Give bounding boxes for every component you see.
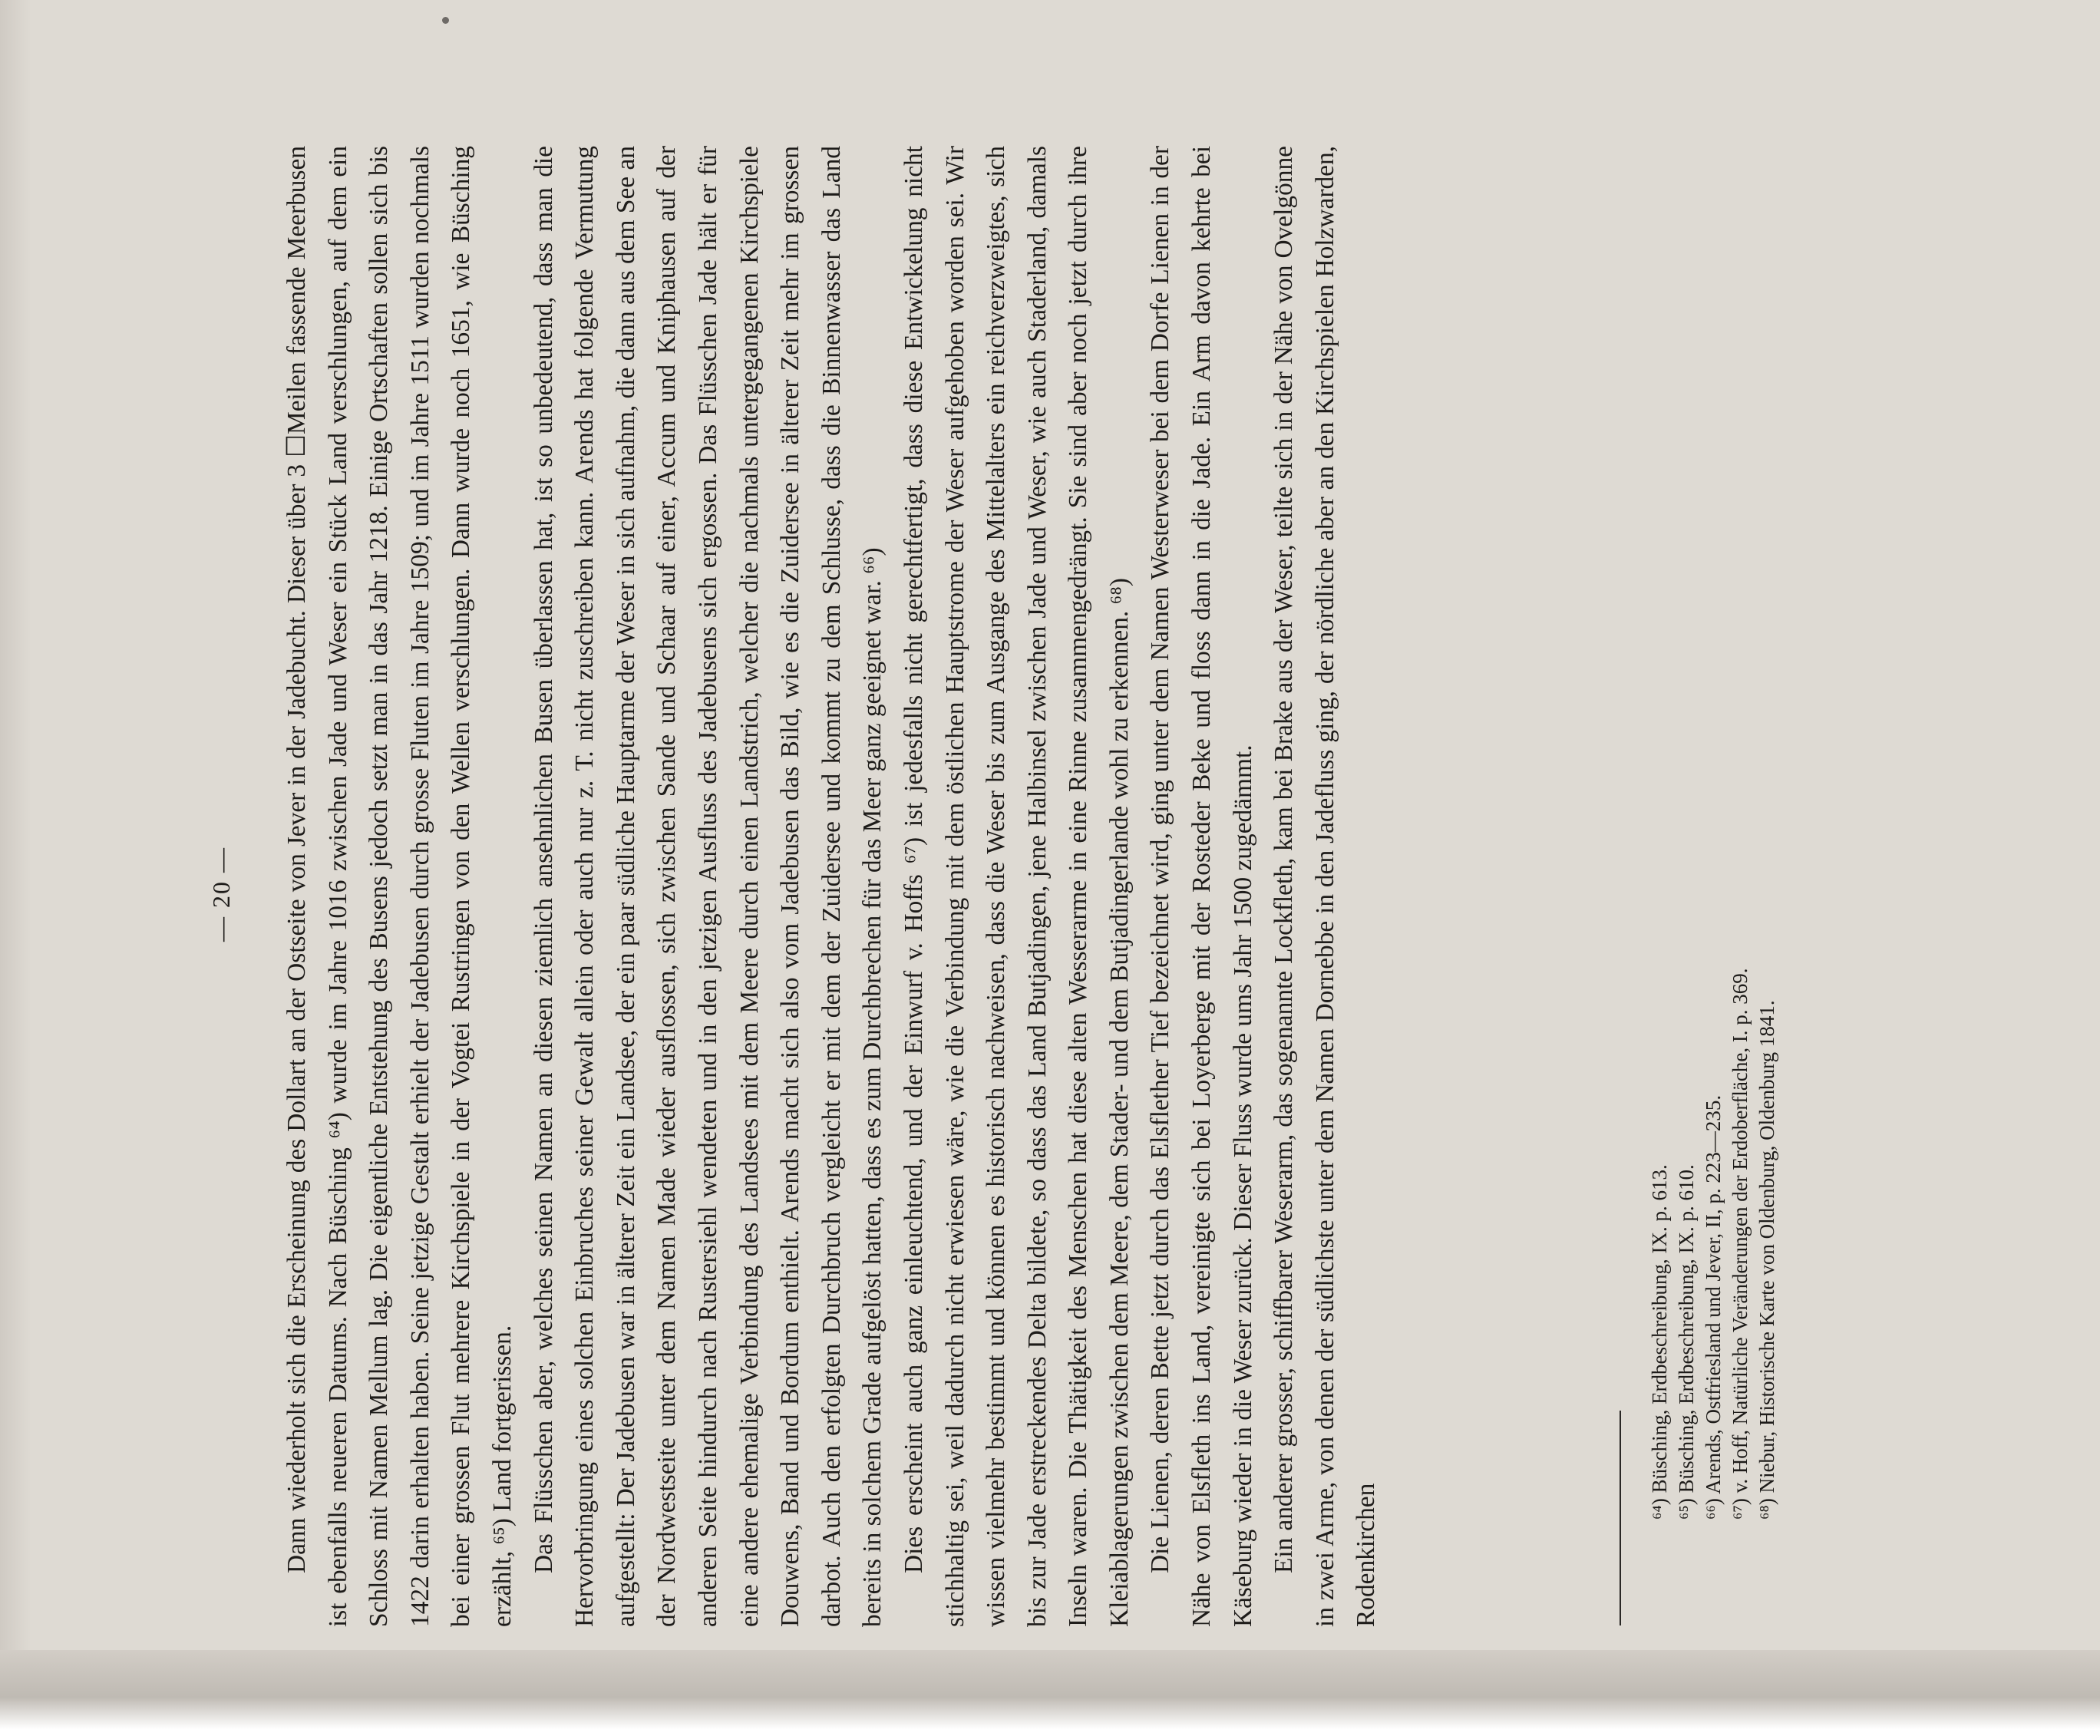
footnotes	[1646, 215, 1781, 1520]
paragraph-lockfleth: Ein anderer grosser, schiffbarer Weserarm, das sogenannte Lockfleth, kam bei Brake aus der Weser, teilte sich in der Nähe von Ovelgönne in zwei Arme, von denen der südlichste unter dem Namen Dornebbe in den Jadefluss ging, der nördliche aber an den Kirchspielen Holzwarden, Rodenkirchen	[1270, 146, 1381, 1627]
page-number: — 20 —	[207, 847, 235, 942]
rotated-book-page	[207, 146, 1904, 1642]
footnote-65: ⁶⁵) Büsching, Erdbeschreibung, IX. p. 610.	[1675, 1164, 1698, 1520]
footnote-68: ⁶⁸) Niebur, Historische Karte von Oldenburg, Oldenburg 1841.	[1755, 1000, 1778, 1520]
page-edge-shadow-bottom	[0, 1650, 2100, 1736]
dust-speck	[442, 17, 449, 24]
footnote-67: ⁶⁷) v. Hoff, Natürliche Veränderungen der Erdoberfläche, I. p. 369.	[1729, 968, 1752, 1520]
paragraph-einwurf: Dies erscheint auch ganz einleuchtend, und der Einwurf v. Hoffs ⁶⁷) ist jedesfalls nicht gerechtfertigt, dass diese Entwickelung nicht stichhaltig sei, weil dadurch nicht erwiesen wäre, wie die Verbindung mit dem östlichen Hauptstrome der Weser aufgehoben worden sei. Wir wissen vielmehr bestimmt und können es historisch nachweisen, dass die Weser bis zum Ausgange des Mittelalters ein reichverzweigtes, sich bis zur Jade erstreckendes Delta bildete, so dass das Land Butjadingen, jene Halbinsel zwischen Jade und Weser, wie auch Staderland, damals Inseln waren. Die Thätigkeit des Menschen hat diese alten Wesserarme in eine Rinne zusammengedrängt. Sie sind aber noch jetzt durch ihre Kleiablagerungen zwischen dem Meere, dem Stader- und dem Butjadingerlande wohl zu erkennen. ⁶⁸)	[899, 146, 1134, 1627]
footnote-divider	[1620, 1411, 1621, 1625]
footnote-64: ⁶⁴) Büsching, Erdbeschreibung, IX. p. 613.	[1648, 1164, 1671, 1520]
body-text	[276, 146, 1387, 1627]
paragraph-fluesschen: Das Flüsschen aber, welches seinen Namen an diesen ziemlich ansehnlichen Busen überlassen hat, ist so unbedeutend, dass man die Hervorbringung eines solchen Einbruches seiner Gewalt allein oder auch nur z. T. nicht zuschreiben kann. Arends hat folgende Vermutung aufgestellt: Der Jadebusen war in älterer Zeit ein Landsee, der ein paar südliche Hauptarme der Weser in sich aufnahm, die dann aus dem See an der Nordwestseite unter dem Namen Made wieder ausflossen, sich zwischen Sande und Schaar auf einer, Accum und Kniphausen auf der anderen Seite hindurch nach Rustersiehl wendeten und in den jetzigen Ausfluss des Jadebusens sich ergossen. Das Flüsschen Jade hält er für eine andere ehemalige Verbindung des Landsees mit dem Meere durch einen Landstrich, welcher die nachmals untergegangenen Kirchspiele Douwens, Band und Bordum enthielt. Arends macht sich also vom Jadebusen das Bild, wie es die Zuidersee in älterer Zeit mehr im grossen darbot. Auch den erfolgten Durchbruch vergleicht er mit dem der Zuidersee und kommt zu dem Schlusse, dass die Binnenwasser das Land bereits in solchem Grade aufgelöst hatten, dass es zum Durchbrechen für das Meer ganz geeignet war. ⁶⁶)	[529, 146, 887, 1627]
footnote-66: ⁶⁶) Arends, Ostfriesland und Jever, II, p. 223—235.	[1702, 1094, 1725, 1520]
paragraph-lienen: Die Lienen, deren Bette jetzt durch das Elsflether Tief bezeichnet wird, ging unter dem Namen Westerweser bei dem Dorfe Lienen in der Nähe von Elsfleth ins Land, vereinigte sich bei Loyerberge mit der Rosteder Beke und floss dann in die Jade. Ein Arm davon kehrte bei Käseburg wieder in die Weser zurück. Dieser Fluss wurde ums Jahr 1500 zugedämmt.	[1146, 146, 1257, 1627]
page-edge-shadow-left	[0, 0, 31, 1736]
paragraph-jadebucht: Dann wiederholt sich die Erscheinung des Dollart an der Ostseite von Jever in der Jadebucht. Dieser über 3 ☐Meilen fassende Meerbusen ist ebenfalls neueren Datums. Nach Büsching ⁶⁴) wurde im Jahre 1016 zwischen Jade und Weser ein Stück Land verschlungen, auf dem ein Schloss mit Namen Mellum lag. Die eigentliche Entstehung des Busens jedoch setzt man in das Jahr 1218. Einige Ortschaften sollen sich bis 1422 darin erhalten haben. Seine jetzige Gestalt erhielt der Jadebusen durch grosse Fluten im Jahre 1509; und im Jahre 1511 wurden nochmals bei einer grossen Flut mehrere Kirchspiele in der Vogtei Rustringen von den Wellen verschlungen. Dann wurde noch 1651, wie Büsching erzählt, ⁶⁵) Land fortgerissen.	[282, 146, 517, 1627]
